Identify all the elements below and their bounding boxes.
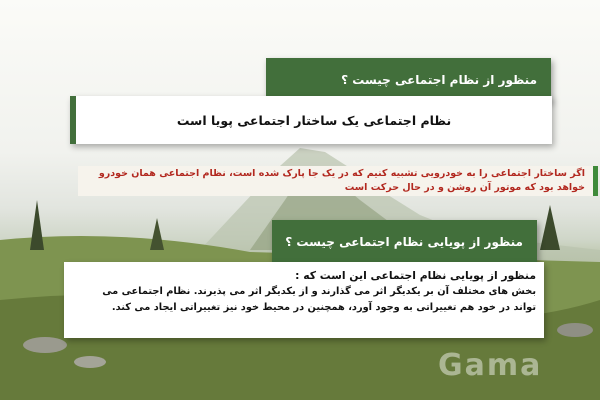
analogy-line-2: خواهد بود که موتور آن روشن و در حال حرکت است (344, 182, 585, 193)
question-title-text: منظور از نظام اجتماعی چیست ؟ (341, 73, 537, 87)
watermark-logo: Gama (438, 348, 543, 383)
answer-box-dynamism (64, 262, 544, 338)
question-title-text: منظور از پویایی نظام اجتماعی چیست ؟ (285, 235, 523, 249)
answer-line-2: تواند در خود هم تغییراتی به وجود آورد، همچنین در محیط خود نیز تغییراتی ایجاد می کند. (111, 302, 536, 313)
answer-intro: منظور از پویایی نظام اجتماعی این است که : (295, 269, 536, 282)
answer-line-1: بخش های مختلف آن بر یکدیگر اثر می گذارند و از یکدیگر اثر می پذیرند. نظام اجتماعی می (102, 286, 536, 297)
analogy-line-1: اگر ساختار اجتماعی را به خودرویی تشبیه کنیم که در یک جا پارک شده است، نظام اجتماعی همان خودرو (98, 168, 585, 179)
answer-text: نظام اجتماعی یک ساختار اجتماعی پویا است (176, 112, 452, 128)
question-title-dynamism (272, 220, 537, 264)
analogy-note (78, 166, 598, 196)
answer-box-social-system (70, 96, 552, 144)
